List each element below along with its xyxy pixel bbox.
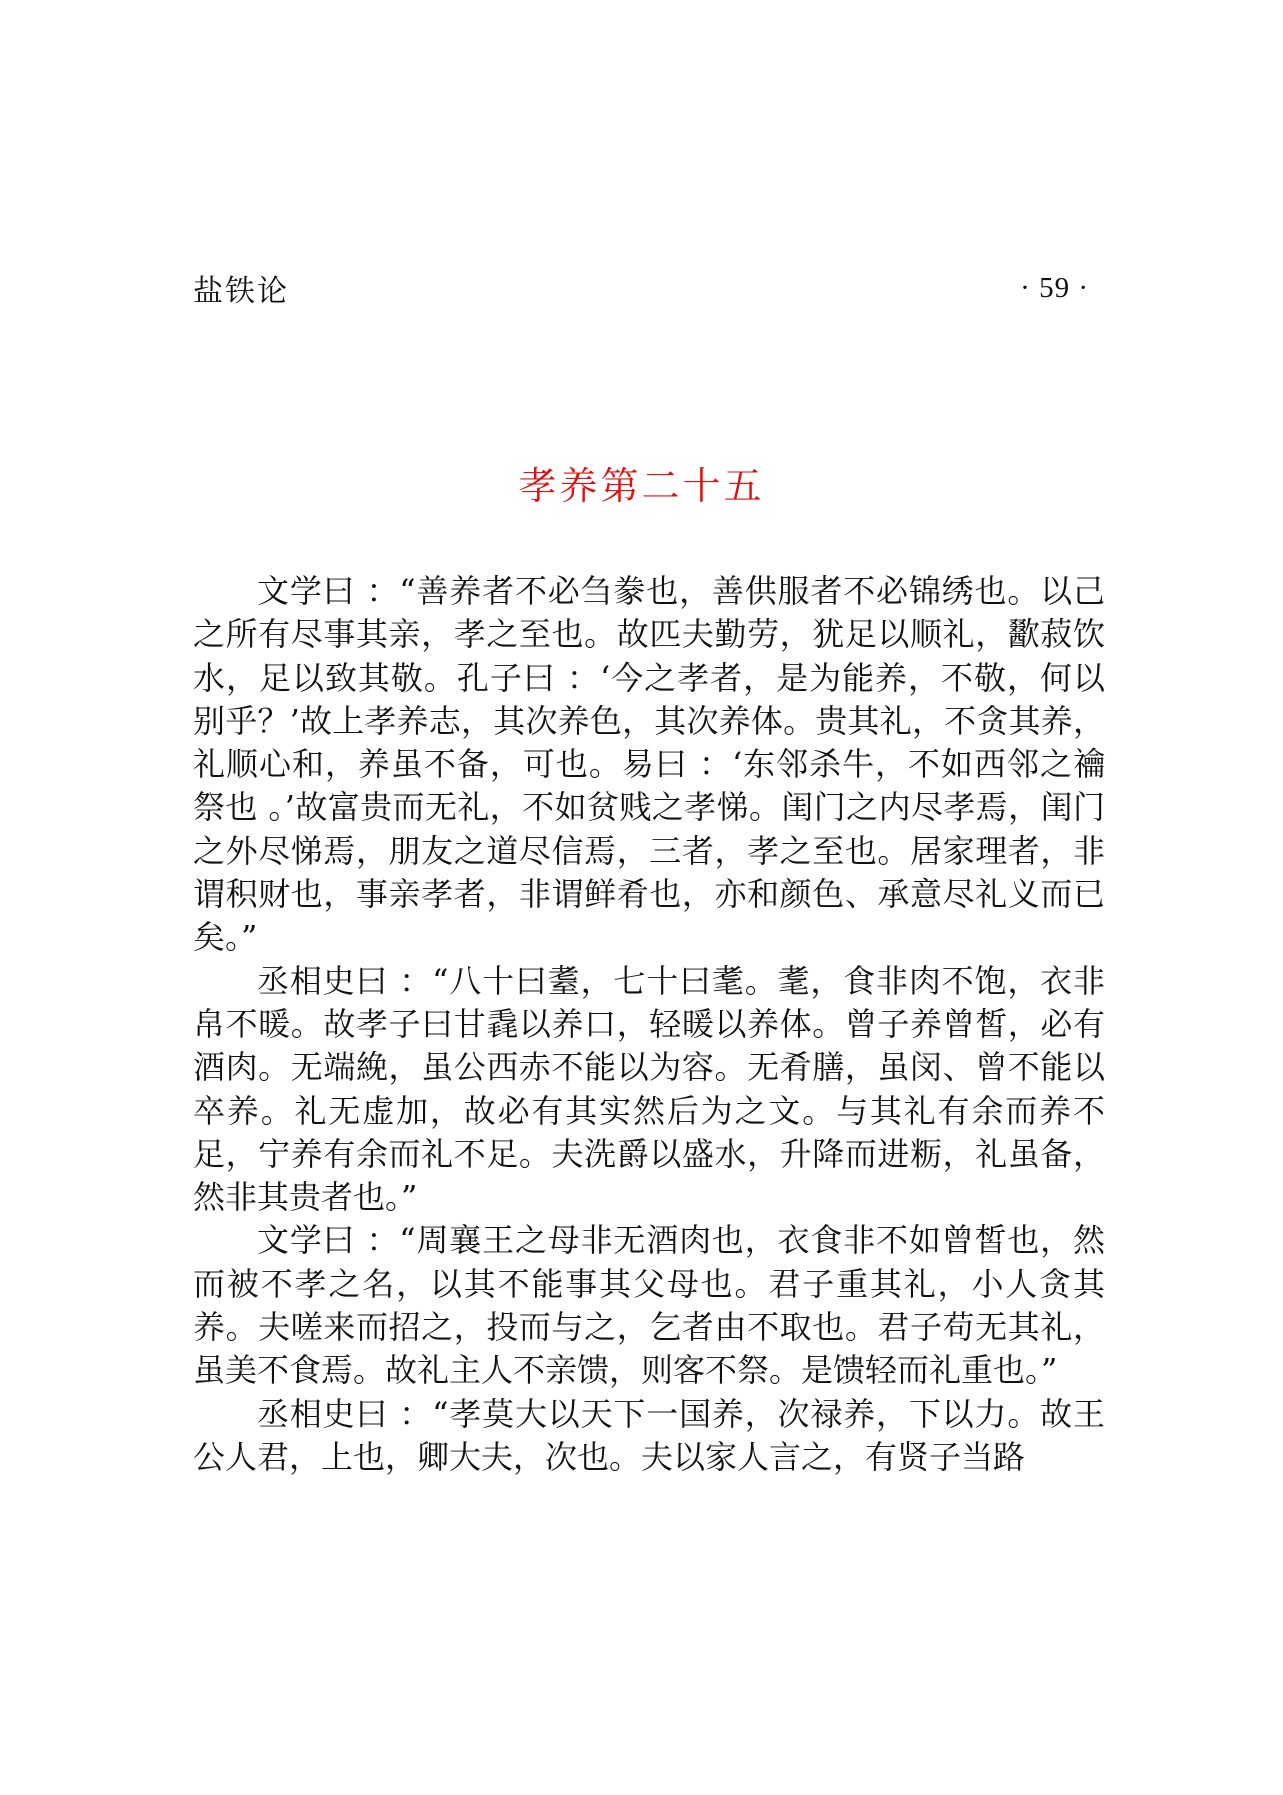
paragraph: 文学曰 ：“周襄王之母非无酒肉也，衣食非不如曾皙也，然而被不孝之名，以其不能事其父母也。君子重其礼，小人贪其养。夫嗟来而招之，投而与之，乞者由不取也。君子苟无其礼，虽美不食焉。故礼主人不亲馈，则客不祭。是馈轻而礼重也。”: [193, 1221, 1105, 1390]
paragraph: 文学曰 ：“善养者不必刍豢也，善供服者不必锦绣也。以己之所有尽事其亲，孝之至也。故匹夫勤劳，犹足以顺礼，歠菽饮水，足以致其敬。孔子曰 ：‘今之孝者，是为能养，不敬，何以别乎？’故上孝养志，其次养色，其次养体。贵其礼，不贪其养，礼顺心和，养虽不备，可也。易曰 ：‘东邻杀牛，不如西邻之禴祭也 。’故富贵而无礼，不如贫贱之孝悌。闺门之内尽孝焉，闺门之外尽悌焉，朋友之道尽信焉，三者，孝之至也。居家理者，非谓积财也，事亲孝者，非谓鲜肴也，亦和颜色、承意尽礼义而已矣。”: [193, 572, 1105, 957]
chapter-title: 孝养第二十五: [518, 464, 765, 508]
paragraph: 丞相史曰 ：“孝莫大以天下一国养，次禄养，下以力。故王公人君，上也，卿大夫，次也。夫以家人言之，有贤子当路: [193, 1394, 1105, 1476]
book-title: 盐铁论: [193, 274, 289, 309]
running-header: [193, 268, 1089, 308]
paragraph: 丞相史曰 ：“八十曰耋，七十曰耄。耄，食非肉不饱，衣非帛不暖。故孝子曰甘毳以养口，轻暖以养体。曾子养曾皙，必有酒肉。无端絻，虽公西赤不能以为容。无肴膳，虽闵、曾不能以卒养。礼无虚加，故必有其实然后为之文。与其礼有余而养不足，宁养有余而礼不足。夫洗爵以盛水，升降而进粝，礼虽备，然非其贵者也。”: [193, 961, 1105, 1217]
page-number: · 59 ·: [1020, 271, 1089, 304]
body-text: [193, 570, 1105, 1479]
